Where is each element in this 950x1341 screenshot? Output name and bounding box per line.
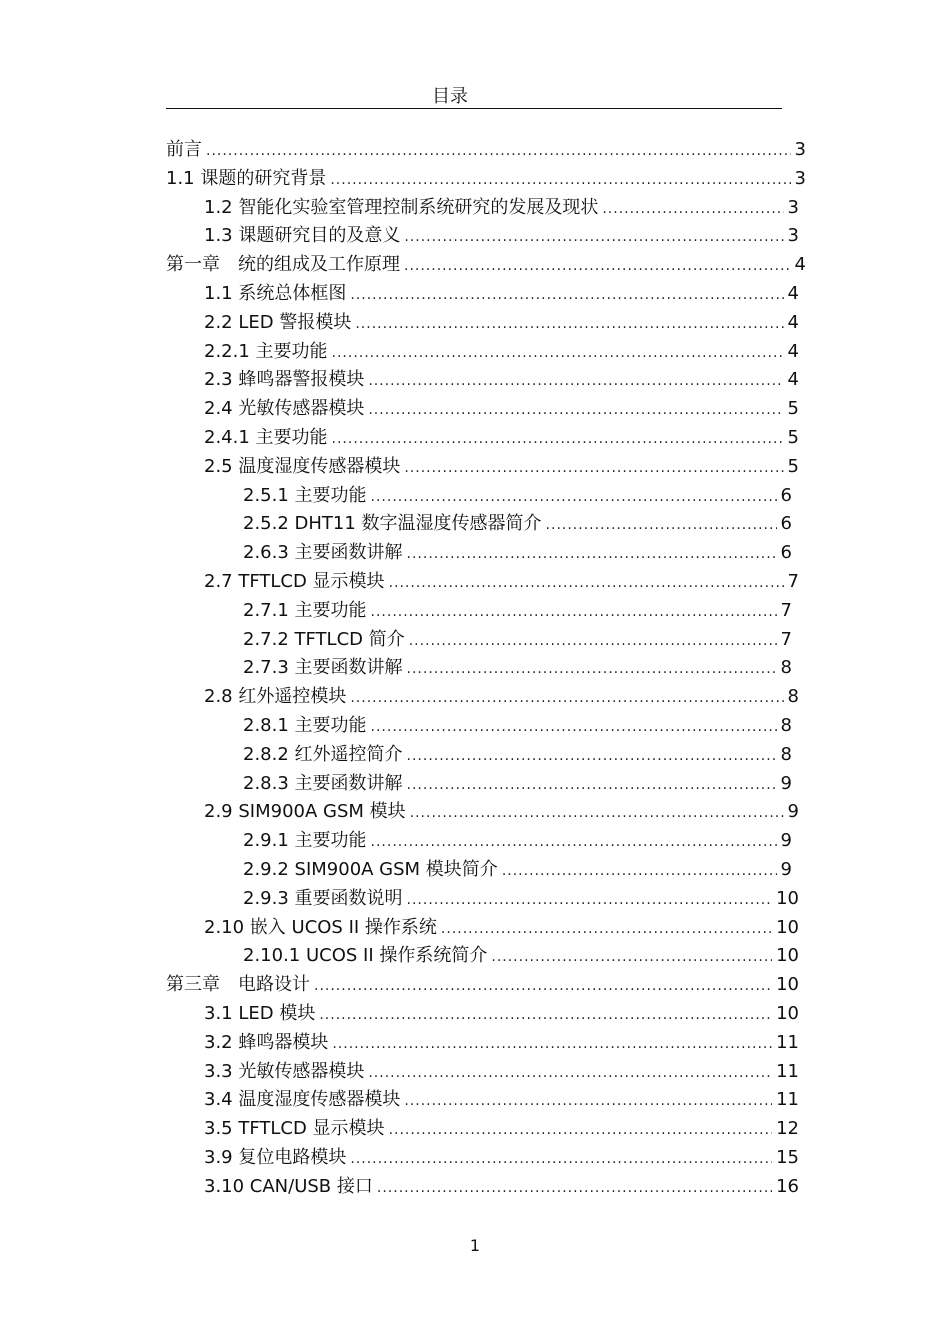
toc-entry[interactable] [243,741,792,769]
toc-entry[interactable] [204,280,799,308]
toc-entry-label: 3.1 LED 模块 [204,1003,316,1024]
toc-entry-page: 11 [776,1089,799,1111]
toc-entry[interactable] [204,453,799,481]
toc-entry-label: 2.9 SIM900A GSM 模块 [204,801,406,823]
toc-dot-leader [332,425,784,453]
toc-entry-page: 11 [776,1031,799,1053]
toc-dot-leader [502,857,777,885]
toc-entry[interactable] [204,395,799,423]
toc-dot-leader [314,972,772,1000]
toc-entry-label: 第一章 统的组成及工作原理 [166,254,400,276]
toc-entry[interactable] [204,1115,799,1143]
toc-entry-page: 3 [787,225,799,247]
toc-entry-label: 1.1 课题的研究背景 [166,167,327,189]
toc-entry-page: 9 [787,801,799,823]
toc-dot-leader [371,713,777,741]
toc-entry-page: 10 [776,916,799,938]
toc-entry-label: 2.8.1 主要功能 [243,715,367,736]
toc-entry-page: 9 [780,772,792,794]
toc-dot-leader [332,1030,772,1058]
toc-dot-leader [404,454,783,482]
toc-entry-page: 10 [776,974,799,996]
toc-entry[interactable] [166,165,806,193]
toc-entry-label: 2.7.2 TFTLCD 简介 [243,628,405,650]
toc-entry-label: 2.2 LED 警报模块 [204,311,352,333]
toc-entry-page: 7 [780,599,792,621]
toc-dot-leader [407,886,773,914]
toc-entry[interactable] [204,366,799,394]
toc-dot-leader [404,252,791,280]
toc-dot-leader [368,396,783,424]
toc-entry-label: 2.9.1 主要功能 [243,830,367,852]
toc-dot-leader [206,137,791,165]
toc-entry-label: 3.4 温度湿度传感器模块 [204,1089,401,1111]
toc-entry-page: 8 [787,686,799,708]
toc-entry-page: 9 [780,859,792,880]
toc-entry-label: 2.10 嵌入 UCOS II 操作系统 [204,916,437,938]
toc-dot-leader [407,742,777,770]
toc-entry-label: 2.3 蜂鸣器警报模块 [204,369,365,391]
toc-entry-label: 3.3 光敏传感器模块 [204,1060,365,1082]
toc-entry-label: 3.9 复位电路模块 [204,1147,347,1168]
toc-dot-leader [410,799,784,827]
toc-entry[interactable] [243,770,792,798]
toc-entry-label: 2.7 TFTLCD 显示模块 [204,571,385,592]
toc-entry[interactable] [204,338,799,366]
toc-dot-leader [332,339,784,367]
toc-dot-leader [404,1087,772,1115]
toc-dot-leader [350,1145,772,1173]
toc-entry[interactable] [204,1144,799,1172]
toc-entry-label: 1.3 课题研究目的及意义 [204,225,401,247]
toc-dot-leader [546,511,777,539]
toc-entry-label: 2.4 光敏传感器模块 [204,398,365,420]
toc-entry-label: 2.8 红外遥控模块 [204,686,347,708]
toc-entry-page: 4 [787,283,799,304]
toc-entry[interactable] [166,136,806,164]
toc-dot-leader [350,281,783,309]
toc-entry[interactable] [204,914,799,942]
toc-entry[interactable] [204,1029,799,1057]
toc-entry[interactable] [243,539,792,567]
toc-dot-leader [602,195,783,223]
toc-entry-label: 2.6.3 主要函数讲解 [243,542,403,564]
toc-entry-label: 1.2 智能化实验室管理控制系统研究的发展及现状 [204,196,599,218]
toc-entry-label: 2.9.2 SIM900A GSM 模块简介 [243,859,498,880]
toc-entry-page: 9 [780,830,792,852]
toc-entry[interactable] [204,309,799,337]
toc-dot-leader [319,1001,772,1029]
toc-entry-label: 1.1 系统总体框图 [204,283,347,304]
toc-entry[interactable] [204,568,799,596]
toc-dot-leader [441,915,772,943]
toc-entry-label: 2.9.3 重要函数说明 [243,887,403,909]
toc-entry-label: 2.8.2 红外遥控简介 [243,743,403,765]
toc-dot-leader [404,223,783,251]
toc-entry[interactable] [166,251,806,279]
toc-entry[interactable] [243,942,799,970]
toc-entry-page: 10 [776,887,799,909]
toc-entry-label: 2.5 温度湿度传感器模块 [204,455,401,477]
toc-entry-page: 3 [794,167,806,189]
toc-entry[interactable] [243,482,792,510]
toc-dot-leader [377,1174,772,1202]
toc-entry-label: 前言 [166,139,202,160]
toc-entry[interactable] [243,712,792,740]
toc-dot-leader [368,1059,772,1087]
toc-dot-leader [407,540,777,568]
toc-entry[interactable] [243,597,792,625]
toc-entry-label: 2.8.3 主要函数讲解 [243,772,403,794]
toc-entry[interactable] [243,510,792,538]
toc-entry-label: 2.10.1 UCOS II 操作系统简介 [243,945,488,967]
toc-entry-page: 3 [787,196,799,218]
toc-entry-page: 4 [794,254,806,276]
toc-entry-label: 2.7.3 主要函数讲解 [243,657,403,679]
toc-entry-page: 6 [780,484,792,506]
header-rule [166,108,782,109]
toc-entry-page: 5 [787,427,799,448]
toc-entry-page: 8 [780,715,792,736]
toc-entry[interactable] [166,971,799,999]
toc-entry-label: 3.5 TFTLCD 显示模块 [204,1118,385,1140]
toc-entry[interactable] [204,222,799,250]
toc-dot-leader [371,598,777,626]
toc-entry-page: 6 [780,513,792,535]
toc-entry-label: 2.7.1 主要功能 [243,599,367,621]
toc-entry-page: 15 [776,1147,799,1168]
toc-dot-leader [407,771,777,799]
toc-entry-page: 10 [776,945,799,967]
toc-entry[interactable] [243,626,792,654]
toc-dot-leader [389,569,784,597]
toc-entry-page: 3 [794,139,806,160]
toc-dot-leader [355,310,783,338]
toc-entry[interactable] [204,1173,799,1201]
toc-entry-page: 4 [787,369,799,391]
toc-entry[interactable] [204,683,799,711]
toc-dot-leader [389,1116,773,1144]
toc-dot-leader [491,943,772,971]
toc-entry-label: 2.4.1 主要功能 [204,427,328,448]
toc-entry-label: 3.2 蜂鸣器模块 [204,1031,329,1053]
toc-entry-page: 4 [787,311,799,333]
toc-entry-page: 5 [787,398,799,420]
page-number: 1 [469,1236,481,1255]
toc-entry-page: 5 [787,455,799,477]
toc-entry[interactable] [204,798,799,826]
toc-entry[interactable] [243,856,792,884]
toc-entry-page: 8 [780,657,792,679]
toc-entry-page: 12 [776,1118,799,1140]
toc-entry[interactable] [243,885,799,913]
toc-entry-label: 2.5.2 DHT11 数字温湿度传感器简介 [243,513,542,535]
toc-entry[interactable] [204,424,799,452]
toc-entry[interactable] [204,194,799,222]
toc-entry-page: 4 [787,340,799,362]
toc-entry-page: 7 [780,628,792,650]
toc-entry-page: 16 [776,1175,799,1197]
toc-entry-label: 第三章 电路设计 [166,974,310,996]
toc-entry-label: 2.5.1 主要功能 [243,484,367,506]
toc-heading: 目录 [432,86,468,107]
toc-entry-page: 8 [780,743,792,765]
toc-entry-page: 11 [776,1060,799,1082]
toc-dot-leader [330,166,790,194]
toc-dot-leader [409,627,777,655]
toc-dot-leader [407,655,777,683]
toc-entry-label: 2.2.1 主要功能 [204,340,328,362]
toc-entry[interactable] [243,654,792,682]
toc-entry-page: 10 [776,1003,799,1024]
toc-entry[interactable] [243,827,792,855]
toc-entry[interactable] [204,1058,799,1086]
toc-entry-page: 7 [787,571,799,592]
toc-dot-leader [350,684,783,712]
toc-dot-leader [371,828,777,856]
toc-dot-leader [371,483,777,511]
toc-entry-label: 3.10 CAN/USB 接口 [204,1175,373,1197]
toc-dot-leader [368,367,783,395]
toc-entry-page: 6 [780,542,792,564]
toc-entry[interactable] [204,1000,799,1028]
toc-entry[interactable] [204,1086,799,1114]
